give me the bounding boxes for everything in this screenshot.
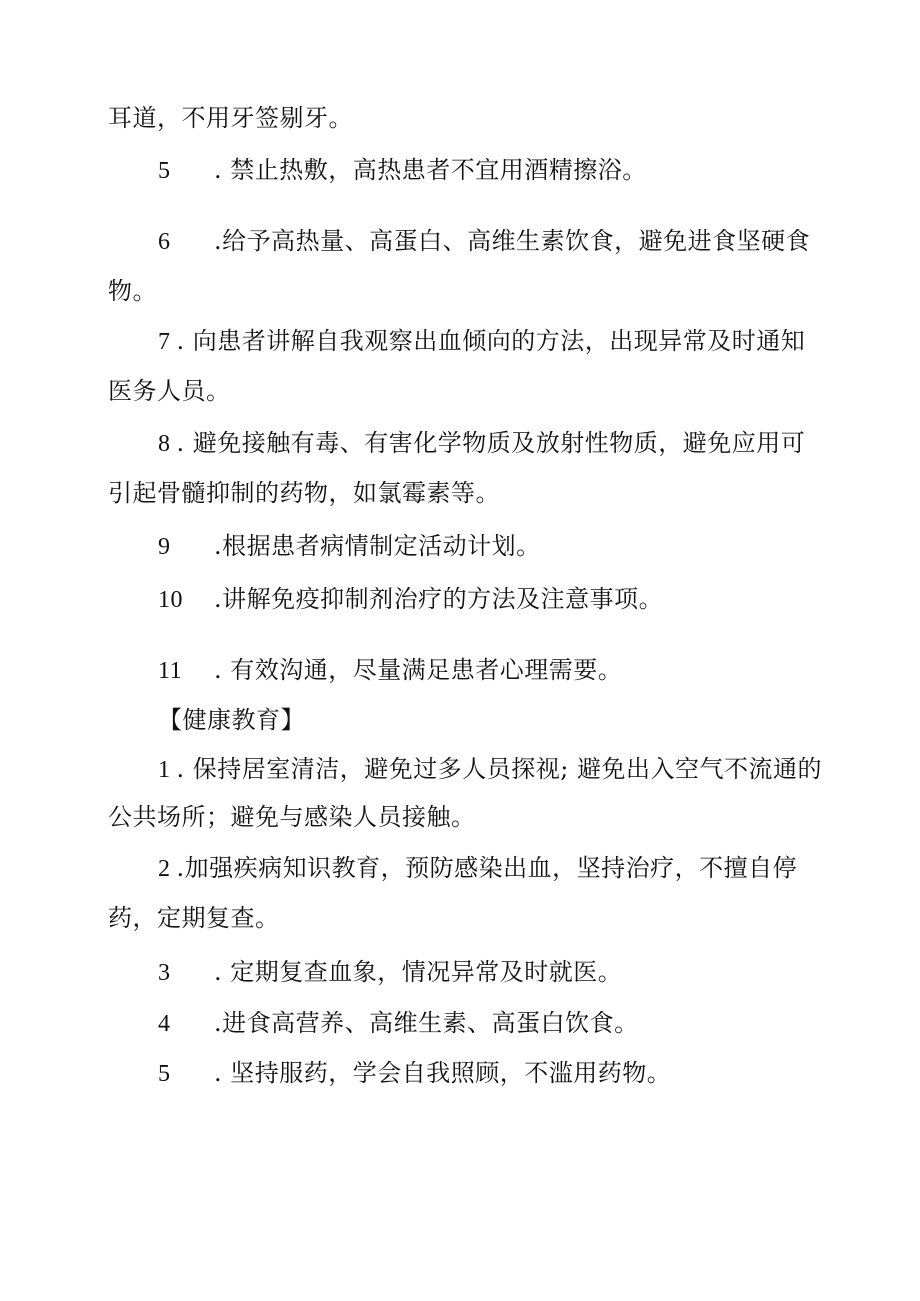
item-number: 10 (158, 587, 183, 613)
item-text: . 有效沟通，尽量满足患者心理需要。 (214, 656, 623, 684)
item-number: 8 (158, 431, 171, 457)
care-item-9 (158, 531, 541, 562)
item-number: 9 (158, 534, 171, 560)
edu-item-1-continuation: 公共场所；避免与感染人员接触。 (108, 803, 476, 831)
item-text: . 坚持服药，学会自我照顾，不滥用药物。 (214, 1059, 672, 1087)
item-text: .进食高营养、高维生素、高蛋白饮食。 (214, 1009, 639, 1037)
care-item-10 (158, 584, 663, 615)
care-item-7-continuation: 医务人员。 (108, 377, 231, 405)
edu-item-1 (158, 754, 822, 785)
item-number: 5 (158, 1061, 171, 1087)
item-number: 4 (158, 1011, 171, 1037)
item-number: 11 (158, 658, 183, 684)
item-text: .讲解免疫抑制剂治疗的方法及注意事项。 (214, 585, 664, 613)
item-number: 3 (158, 960, 171, 986)
item-text: . 禁止热敷，高热患者不宜用酒精擦浴。 (214, 156, 647, 184)
care-item-8 (158, 428, 805, 459)
care-item-6 (158, 226, 810, 257)
edu-item-3 (158, 957, 622, 988)
item-text: .加强疾病知识教育，预防感染出血，坚持治疗，不擅自停 (176, 854, 798, 882)
item-text: . 定期复查血象，情况异常及时就医。 (214, 958, 623, 986)
item-text: . 避免接触有毒、有害化学物质及放射性物质，避免应用可 (176, 429, 806, 457)
item-text: . 保持居室清洁，避免过多人员探视; 避免出入空气不流通的 (176, 755, 822, 783)
edu-item-5 (158, 1058, 671, 1089)
edu-item-2 (158, 853, 797, 884)
item-number: 6 (158, 229, 171, 255)
item-number: 2 (158, 856, 171, 882)
care-item-7 (158, 326, 805, 357)
edu-item-2-continuation: 药，定期复查。 (108, 904, 280, 932)
item-number: 7 (158, 329, 171, 355)
item-number: 1 (158, 757, 171, 783)
item-number: 5 (158, 158, 171, 184)
lead-line: 耳道，不用牙签剔牙。 (108, 104, 353, 132)
edu-item-4 (158, 1008, 639, 1039)
care-item-6-continuation: 物。 (108, 277, 157, 305)
care-item-8-continuation: 引起骨髓抑制的药物，如氯霉素等。 (108, 479, 500, 507)
care-item-5 (158, 155, 647, 186)
care-item-11 (158, 655, 622, 686)
item-text: .给予高热量、高蛋白、高维生素饮食，避免进食坚硬食 (214, 227, 811, 255)
item-text: . 向患者讲解自我观察出血倾向的方法，出现异常及时通知 (176, 327, 806, 355)
section-heading: 【健康教育】 (158, 706, 305, 734)
item-text: .根据患者病情制定活动计划。 (214, 532, 541, 560)
